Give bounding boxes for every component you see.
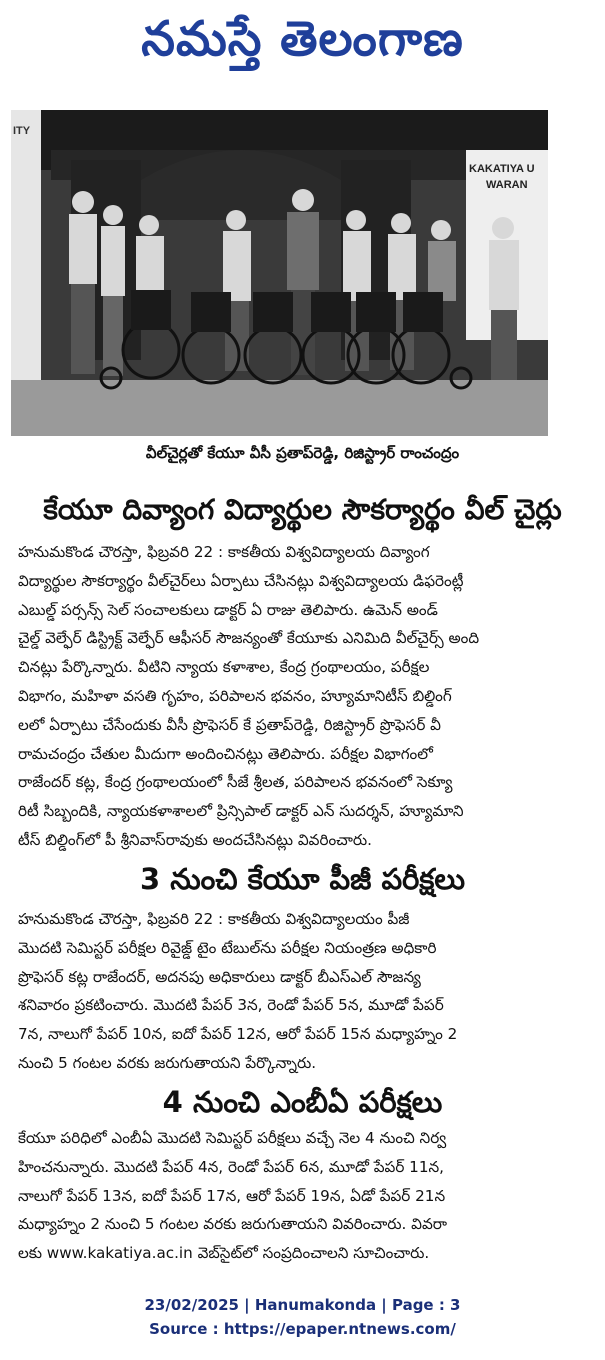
source-link[interactable]: Source : https://epaper.ntnews.com/ — [149, 1320, 456, 1338]
article3-line: హించనున్నారు. మొదటి పేపర్ 4న, రెండో పేపర్ 6న, మూడో పేపర్ 11న, — [18, 1157, 444, 1176]
article2-line: ప్రొఫెసర్ కట్ల రాజేందర్, అదనపు అధికారులు డాక్టర్ బీఎస్‌ఎల్ సౌజన్య — [18, 967, 421, 986]
banner-right-text-1: KAKATIYA U — [469, 163, 535, 175]
banner-right-text-2: WARAN — [486, 179, 528, 191]
article1-body — [18, 538, 590, 855]
article1-line: లలో ఏర్పాటు చేసేందుకు వీసీ ప్రొఫెసర్ కే ప్రతాప్‌రెడ్డి, రిజిస్ట్రార్ ప్రొఫెసర్ వీ — [18, 715, 441, 734]
article1-line: టీస్ బిల్డింగ్‌లో పీ శ్రీనివాస్‌రావుకు అందచేసినట్లు వివరించారు. — [18, 830, 373, 849]
article2-body — [18, 905, 590, 1078]
masthead — [0, 6, 605, 72]
article1-line: హనుమకొండ చౌరస్తా, ఫిబ్రవరి 22 : కాకతీయ విశ్వవిద్యాలయ దివ్యాంగ — [18, 543, 430, 561]
article2-line: హనుమకొండ చౌరస్తా, ఫిబ్రవరి 22 : కాకతీయ విశ్వవిద్యాలయం పీజీ — [18, 910, 410, 928]
photo-caption: వీల్‌చైర్లతో కేయూ వీసీ ప్రతాప్‌రెడ్డి, రిజిస్ట్రార్ రాంచంద్రం — [145, 444, 460, 462]
article3-body — [18, 1124, 590, 1268]
article3-line: మధ్యాహ్నం 2 నుంచి 5 గంటల వరకు జరుగుతాయని వివరించారు. వివరా — [18, 1215, 448, 1234]
article1-line: రాజేందర్ కట్ల, కేంద్ర గ్రంథాలయంలో సీజే శ్రీలత, పరిపాలన భవనంలో సెక్యూ — [18, 773, 453, 792]
article1-line: విభాగం, మహిళా వసతి గృహం, పరిపాలన భవనం, హ్యూమానిటీస్ బిల్డింగ్ — [18, 686, 452, 705]
article2-line: 7న, నాలుగో పేపర్ 10న, ఐదో పేపర్ 12న, ఆరో పేపర్ 15న మధ్యాహ్నం 2 — [18, 1025, 458, 1044]
article1-line: చైల్డ్ వెల్ఫేర్ డిస్ట్రిక్ట్ వెల్ఫేర్ ఆఫీసర్ సౌజన్యంతో కేయూకు ఎనిమిది వీల్‌చైర్స్ అంది — [18, 629, 480, 648]
news-photo — [11, 110, 548, 436]
article1-line: రిటీ సిబ్బందికి, న్యాయకళాశాలలో ప్రిన్సిపాల్ డాక్టర్ ఎన్ సుదర్శన్, హ్యూమాని — [18, 802, 464, 821]
article2-line: శనివారం ప్రకటించారు. మొదటి పేపర్ 3న, రెండో పేపర్ 5న, మూడో పేపర్ — [18, 996, 444, 1015]
article1-line: చినట్లు పేర్కొన్నారు. వీటిని న్యాయ కళాశాల, కేంద్ర గ్రంథాలయం, పరీక్షల — [18, 658, 430, 677]
newspaper-title: నమస్తే తెలంగాణ — [141, 11, 464, 67]
article3-line: లకు www.kakatiya.ac.in వెబ్‌సైట్‌లో సంప్రదించాలని సూచించారు. — [18, 1244, 430, 1263]
article2-line: మొదటి సెమిస్టర్ పరీక్షల రివైజ్డ్ టైం టేబుల్‌ను పరీక్షల నియంత్రణ అధికారి — [18, 938, 437, 957]
article1-line: విద్యార్థుల సౌకర్యార్థం వీల్‌చైర్‌లు ఏర్పాటు చేసినట్లు విశ్వవిద్యాలయ డిఫరెంట్లీ — [18, 571, 464, 590]
article1-line: ఎబుల్డ్ పర్సన్స్ సెల్ సంచాలకులు డాక్టర్ ఏ రాజు తెలిపారు. ఉమెన్ అండ్ — [18, 600, 438, 619]
article1-headline: కేయూ దివ్యాంగ విద్యార్థుల సౌకర్యార్థం వీల్ చైర్లు — [43, 493, 562, 526]
article3-line: కేయూ పరిధిలో ఎంబీఏ మొదటి సెమిస్టర్ పరీక్షలు వచ్చే నెల 4 నుంచి నిర్వ — [18, 1129, 447, 1147]
edition-info: 23/02/2025 | Hanumakonda | Page : 3 — [144, 1296, 461, 1314]
article3-line: నాలుగో పేపర్ 13న, ఐదో పేపర్ 17న, ఆరో పేపర్ 19న, ఏడో పేపర్ 21న — [18, 1186, 446, 1205]
banner-left-text: ITY — [13, 125, 31, 137]
wheelchair-handover-photo — [11, 110, 548, 436]
article1-line: రామచంద్రం చేతుల మీదుగా అందించినట్లు తెలిపారు. పరీక్షల విభాగంలో — [18, 744, 433, 763]
article2-line: నుంచి 5 గంటల వరకు జరుగుతాయని పేర్కొన్నారు. — [18, 1053, 317, 1072]
article3-headline: 4 నుంచి ఎంబీఏ పరీక్షలు — [162, 1085, 443, 1119]
article2-headline: 3 నుంచి కేయూ పీజీ పరీక్షలు — [139, 862, 466, 896]
